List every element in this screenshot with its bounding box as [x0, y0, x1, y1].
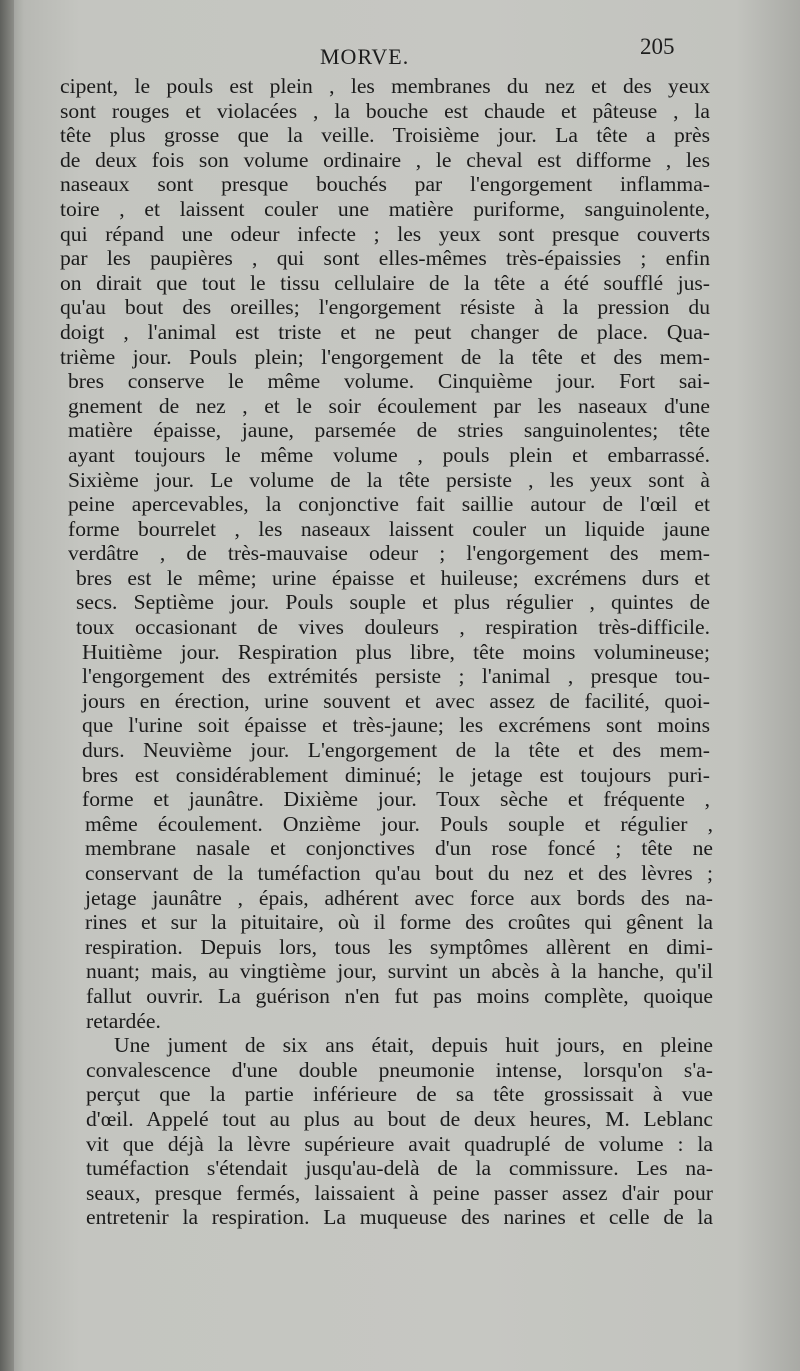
text-line: toire , et laissent couler une matière puriforme, sanguinolente,	[60, 196, 710, 221]
text-line: membrane nasale et conjonctives d'un rose foncé ; tête ne	[85, 836, 713, 861]
text-line: toux occasionant de vives douleurs , respiration très-difficile.	[76, 615, 710, 640]
text-line: gnement de nez , et le soir écoulement par les naseaux d'une	[68, 393, 710, 418]
text-line: tête plus grosse que la veille. Troisième jour. La tête a près	[60, 123, 710, 148]
text-line: naseaux sont presque bouchés par l'engorgement inflamma-	[60, 172, 710, 197]
text-line: que l'urine soit épaisse et très-jaune; les excrémens sont moins	[82, 713, 710, 738]
text-line: trième jour. Pouls plein; l'engorgement de la tête et des mem-	[60, 344, 710, 369]
text-line: rines et sur la pituitaire, où il forme des croûtes qui gênent la	[85, 910, 713, 935]
text-line: même écoulement. Onzième jour. Pouls souple et régulier ,	[85, 811, 713, 836]
text-line: matière épaisse, jaune, parsemée de stries sanguinolentes; tête	[68, 418, 710, 443]
text-line: Une jument de six ans était, depuis huit jours, en pleine	[114, 1033, 713, 1058]
text-line: nuant; mais, au vingtième jour, survint un abcès à la hanche, qu'il	[86, 959, 713, 984]
text-line: convalescence d'une double pneumonie intense, lorsqu'on s'a-	[86, 1057, 713, 1082]
text-line: forme bourrelet , les naseaux laissent couler un liquide jaune	[68, 516, 710, 541]
text-line: qui répand une odeur infecte ; les yeux sont presque couverts	[60, 221, 710, 246]
text-line: entretenir la respiration. La muqueuse des narines et celle de la	[86, 1205, 713, 1230]
page-number: 205	[640, 34, 675, 59]
text-line: doigt , l'animal est triste et ne peut changer de place. Qua-	[60, 319, 710, 344]
text-line: jetage jaunâtre , épais, adhérent avec force aux bords des na-	[85, 885, 713, 910]
page-header	[0, 34, 800, 74]
text-line: Sixième jour. Le volume de la tête persiste , les yeux sont à	[68, 467, 710, 492]
text-line: perçut que la partie inférieure de sa tête grossissait à vue	[86, 1082, 713, 1107]
text-line: secs. Septième jour. Pouls souple et plus régulier , quintes de	[76, 590, 710, 615]
text-line: vit que déjà la lèvre supérieure avait quadruplé de volume : la	[86, 1131, 713, 1156]
text-line: forme et jaunâtre. Dixième jour. Toux sèche et fréquente ,	[82, 787, 710, 812]
text-line: sont rouges et violacées , la bouche est chaude et pâteuse , la	[60, 98, 710, 123]
text-line: Huitième jour. Respiration plus libre, tête moins volumineuse;	[82, 639, 710, 664]
text-line: on dirait que tout le tissu cellulaire de la tête a été soufflé jus-	[60, 270, 710, 295]
text-line: par les paupières , qui sont elles-mêmes très-épaissies ; enfin	[60, 246, 710, 271]
page-binding-edge	[0, 0, 14, 1371]
text-line: verdâtre , de très-mauvaise odeur ; l'engorgement des mem-	[68, 541, 710, 566]
text-line: de deux fois son volume ordinaire , le cheval est difforme , les	[60, 147, 710, 172]
text-line: ayant toujours le même volume , pouls plein et embarrassé.	[68, 442, 710, 467]
text-line: qu'au bout des oreilles; l'engorgement résiste à la pression du	[60, 295, 710, 320]
text-line: bres est considérablement diminué; le jetage est toujours puri-	[82, 762, 710, 787]
body-text	[60, 74, 713, 1230]
text-line: bres est le même; urine épaisse et huileuse; excrémens durs et	[76, 565, 710, 590]
text-line: conservant de la tuméfaction qu'au bout du nez et des lèvres ;	[85, 861, 713, 885]
text-line: d'œil. Appelé tout au plus au bout de deux heures, M. Leblanc	[86, 1106, 713, 1131]
running-title: MORVE.	[320, 44, 410, 69]
text-line: respiration. Depuis lors, tous les symptômes allèrent en dimi-	[85, 934, 713, 959]
text-line: peine apercevables, la conjonctive fait saillie autour de l'œil et	[68, 492, 710, 517]
text-line: fallut ouvrir. La guérison n'en fut pas moins complète, quoique	[86, 983, 713, 1008]
text-line: jours en érection, urine souvent et avec assez de facilité, quoi-	[82, 688, 710, 713]
text-line: durs. Neuvième jour. L'engorgement de la tête et des mem-	[82, 738, 710, 763]
text-line: tuméfaction s'étendait jusqu'au-delà de la commissure. Les na-	[86, 1156, 713, 1181]
text-line: cipent, le pouls est plein , les membranes du nez et des yeux	[60, 74, 710, 98]
text-line: bres conserve le même volume. Cinquième jour. Fort sai-	[68, 369, 710, 394]
text-line: seaux, presque fermés, laissaient à peine passer assez d'air pour	[86, 1180, 713, 1205]
text-line: retardée.	[86, 1008, 161, 1033]
text-line: l'engorgement des extrémités persiste ; l'animal , presque tou-	[82, 664, 710, 689]
